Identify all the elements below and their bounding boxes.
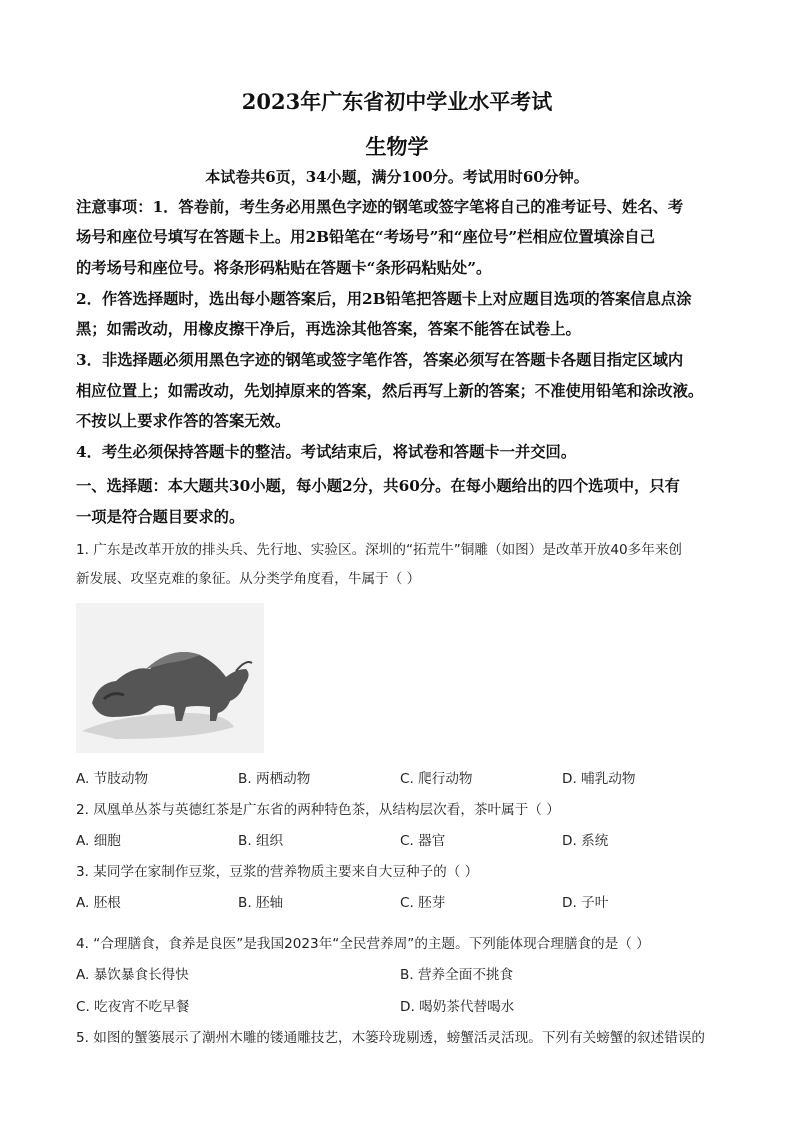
question-1-text: 新发展、攻坚克难的象征。从分类学角度看，牛属于（ ） bbox=[76, 571, 421, 587]
notes-line: 4．考生必须保持答题卡的整洁。考试结束后，将试卷和答题卡一并交回。 bbox=[76, 443, 577, 461]
notes-line: 注意事项：1．答卷前，考生务必用黑色字迹的钢笔或签字笔将自己的准考证号、姓名、考 bbox=[76, 198, 684, 216]
q3-option-d: D. 子叶 bbox=[562, 895, 609, 911]
q1-option-d: D. 哺乳动物 bbox=[562, 771, 636, 787]
q2-option-a: A. 细胞 bbox=[76, 833, 121, 849]
q4-option-c: C. 吃夜宵不吃早餐 bbox=[76, 999, 190, 1015]
bull-sculpture-image bbox=[76, 603, 264, 753]
question-4-text: 4. “合理膳食，食养是良医”是我国2023年“全民营养周”的主题。下列能体现合理膳食的是（ ） bbox=[76, 936, 650, 952]
q4-option-a: A. 暴饮暴食长得快 bbox=[76, 967, 189, 983]
q2-option-b: B. 组织 bbox=[238, 833, 284, 849]
question-1-text: 1. 广东是改革开放的排头兵、先行地、实验区。深圳的“拓荒牛”铜雕（如图）是改革开放40多年来创 bbox=[76, 542, 683, 558]
q2-option-c: C. 器官 bbox=[400, 833, 446, 849]
q4-option-d: D. 喝奶茶代替喝水 bbox=[400, 999, 515, 1015]
notes-line: 不按以上要求作答的答案无效。 bbox=[76, 412, 291, 430]
notes-line: 的考场号和座位号。将条形码粘贴在答题卡“条形码粘贴处”。 bbox=[76, 259, 492, 277]
q2-option-d: D. 系统 bbox=[562, 833, 609, 849]
q4-option-b: B. 营养全面不挑食 bbox=[400, 967, 514, 983]
notes-line: 3．非选择题必须用黑色字迹的钢笔或签字笔作答，答案必须写在答题卡各题目指定区域内 bbox=[76, 351, 684, 369]
exam-info: 本试卷共6页，34小题，满分100分。考试用时60分钟。 bbox=[205, 168, 589, 186]
exam-title: 2023年广东省初中学业水平考试 bbox=[241, 89, 553, 114]
notes-line: 场号和座位号填写在答题卡上。用2B铅笔在“考场号”和“座位号”栏相应位置填涂自己 bbox=[76, 228, 655, 246]
section-heading: 一项是符合题目要求的。 bbox=[76, 508, 245, 526]
q3-option-c: C. 胚芽 bbox=[400, 895, 446, 911]
q3-option-a: A. 胚根 bbox=[76, 895, 121, 911]
section-heading: 一、选择题：本大题共30小题，每小题2分，共60分。在每小题给出的四个选项中，只有 bbox=[76, 477, 680, 495]
question-3-text: 3. 某同学在家制作豆浆，豆浆的营养物质主要来自大豆种子的（ ） bbox=[76, 864, 479, 880]
q1-option-a: A. 节肢动物 bbox=[76, 771, 149, 787]
notes-line: 相应位置上；如需改动，先划掉原来的答案，然后再写上新的答案；不准使用铅笔和涂改液。 bbox=[76, 382, 704, 400]
q1-option-b: B. 两栖动物 bbox=[238, 771, 311, 787]
question-5-text: 5. 如图的蟹篓展示了潮州木雕的镂通雕技艺，木篓玲珑剔透，螃蟹活灵活现。下列有关螃蟹的叙述错误的 bbox=[76, 1030, 706, 1046]
notes-line: 2．作答选择题时，选出每小题答案后，用2B铅笔把答题卡上对应题目选项的答案信息点涂 bbox=[76, 290, 692, 308]
question-2-text: 2. 凤凰单丛茶与英德红茶是广东省的两种特色茶，从结构层次看，茶叶属于（ ） bbox=[76, 802, 560, 818]
q3-option-b: B. 胚轴 bbox=[238, 895, 284, 911]
exam-subject: 生物学 bbox=[365, 134, 429, 159]
notes-line: 黑；如需改动，用橡皮擦干净后，再选涂其他答案，答案不能答在试卷上。 bbox=[76, 320, 581, 338]
q1-option-c: C. 爬行动物 bbox=[400, 771, 473, 787]
